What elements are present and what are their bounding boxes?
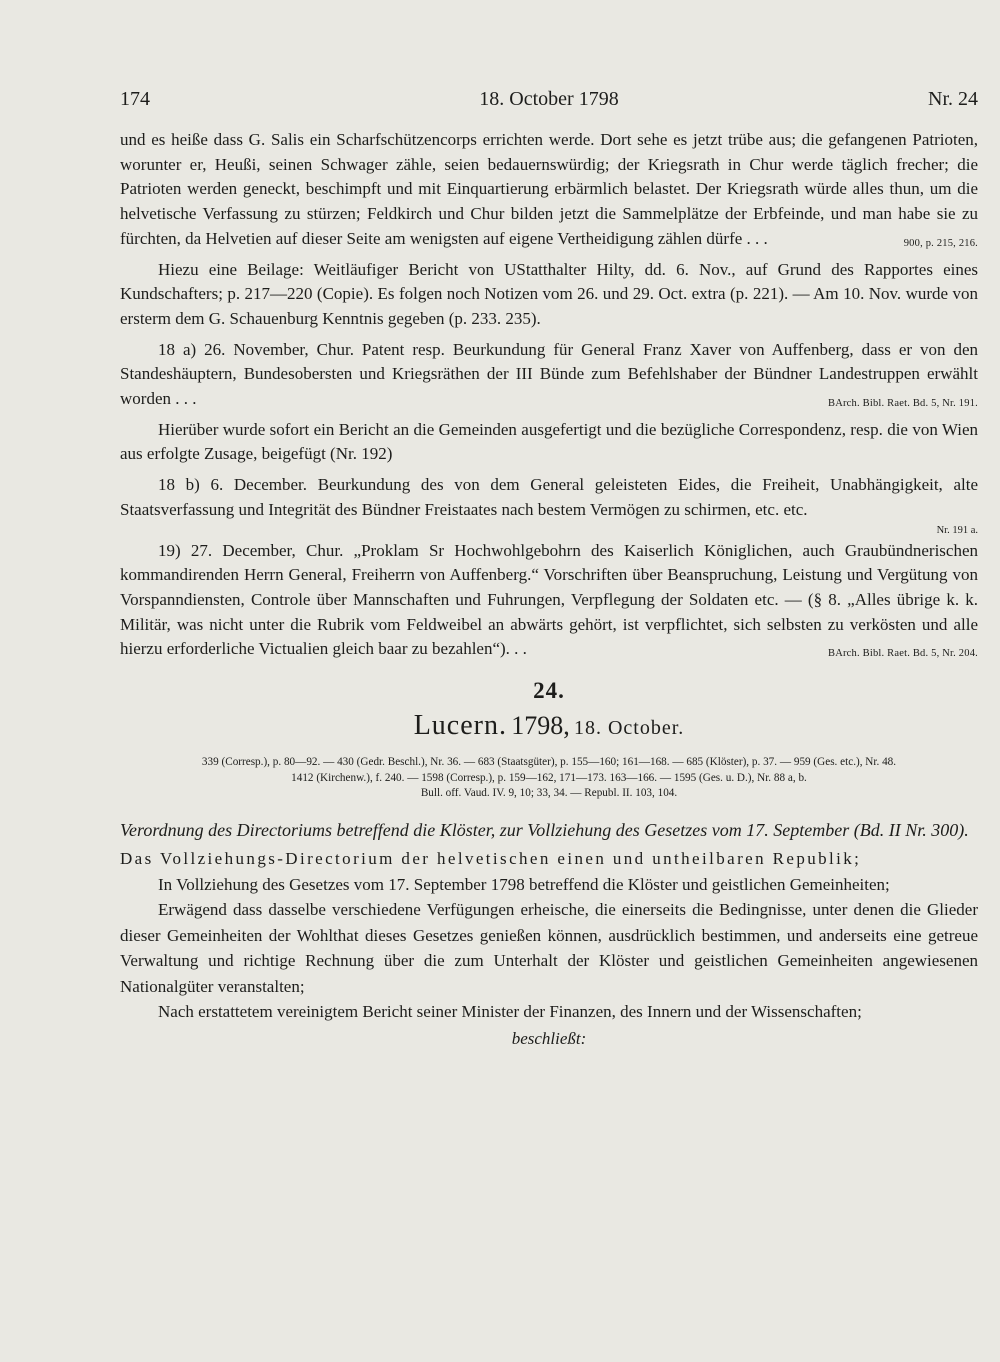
source-reference: BArch. Bibl. Raet. Bd. 5, Nr. 204.: [827, 648, 978, 660]
section-number: 24.: [533, 678, 565, 704]
document-number: Nr. 24: [928, 88, 978, 110]
source-reference: 900, p. 215, 216.: [903, 237, 978, 249]
reference-line: 339 (Corresp.), p. 80—92. — 430 (Gedr. Beschl.), Nr. 36. — 683 (Staatsgüter), p. 155—160; 161—168. — 685 (Klöster), p. 37. — 959 (Ges. etc.), Nr. 48.: [201, 756, 897, 769]
archive-references: [120, 755, 978, 802]
paragraph: Hiezu eine Beilage: Weitläufiger Bericht von UStatthalter Hilty, dd. 6. Nov., auf Grund des Rapportes eines Kundschafters; p. 217—220 (Copie). Es folgen noch Notizen vom 26. und 29. Oct. extra (p. 221). — Am 10. Nov. wurde von ersterm dem G. Schauenburg Kenntnis gegeben (p. 233. 235).: [120, 259, 978, 328]
paragraph: Hierüber wurde sofort ein Bericht an die Gemeinden ausgefertigt und die bezügliche Correspondenz, resp. die von Wien aus erfolgte Zusage, beigefügt (Nr. 192): [120, 419, 978, 464]
section-year: 1798,: [511, 711, 570, 741]
source-reference: Nr. 191 a.: [936, 524, 978, 536]
section-place: Lucern.: [413, 710, 507, 742]
reference-line: Bull. off. Vaud. IV. 9, 10; 33, 34. — Republ. II. 103, 104.: [420, 787, 678, 800]
decree-title: Verordnung des Directoriums betreffend die Klöster, zur Vollziehung des Gesetzes vom 17. September (Bd. II Nr. 300).: [120, 819, 969, 840]
decree-clause: Erwägend dass dasselbe verschiedene Verfügungen erheische, die einerseits die Bedingnisse, unter denen die Glieder dieser Gemeinheiten der Wohlthat dieses Gesetzes genießen können, ausdrücklich bestimmen, und anderseits eine getreue Verwaltung und richtige Rechnung über die zum Unterhalt der Klöster und geistlichen Gemeinheiten angewiesenen Nationalgüter veranstalten;: [120, 900, 978, 996]
page-number: 174: [120, 88, 150, 110]
paragraph: [120, 338, 978, 412]
running-date: 18. October 1798: [479, 88, 619, 110]
decree-preamble: Das Vollziehungs-Directorium der helvetischen einen und untheilbaren Republik;: [120, 849, 862, 869]
paragraph: [120, 128, 978, 252]
paragraph: [120, 539, 978, 663]
decree-clause: In Vollziehung des Gesetzes vom 17. September 1798 betreffend die Klöster und geistlichen Gemeinheiten;: [158, 874, 890, 894]
paragraph-text: 19) 27. December, Chur. „Proklam Sr Hochwohlgebohrn des Kaiserlich Königlichen, auch Graubündnerischen kommandirenden Herrn General, Freiherrn von Auffenberg.“ Vorschriften über Beanspruchung, Leistung und Vergütung von Vorspanndiensten, Controle über Mannschaften und Fuhrungen, Verpflegung der Soldaten etc. — (§ 8. „Alles übrige k. k. Militär, was nicht unter die Rubrik vom Feldweibel an abwärts gehört, ist verpflichtet, sich selbsten zu verkösten und alle hierzu erforderliche Victualien gleich baar zu bezahlen“). . .: [120, 540, 978, 659]
paragraph-text: und es heiße dass G. Salis ein Scharfschützencorps errichten werde. Dort sehe es jetzt trübe aus; die gefangenen Patrioten, worunter er, Heußi, seinen Schwager zähle, seien bedauernswürdig; der Kriegsrath in Chur werde täglich frecher; die Patrioten werden geneckt, beschimpft und mit Einquartierung erbärmlich belastet. Der Kriegsrath würde alles thun, um die helvetische Verfassung zu stürzen; Feldkirch und Chur bilden jetzt die Sammelplätze der Erbfeinde, und man habe sie zu fürchten, da Helvetien auf dieser Seite am wenigsten auf eigene Vertheidigung zählen dürfe . . .: [120, 130, 978, 248]
paragraph: 18 b) 6. December. Beurkundung des von dem General geleisteten Eides, die Freiheit, Unabhängigkeit, alte Staatsverfassung und Integrität des Bündner Freistaates nach bestem Vermögen zu schirmen, etc. etc.: [120, 475, 978, 519]
paragraph-text: 18 a) 26. November, Chur. Patent resp. Beurkundung für General Franz Xaver von Auffenberg, dass er von den Standeshäuptern, Bundesobersten und Kriegsräthen der III Bünde zum Befehlshaber der Bündner Landestruppen erwählt worden . . .: [120, 339, 978, 409]
decree-closing: beschließt:: [511, 1028, 587, 1048]
page-header: [120, 88, 978, 118]
reference-line: 1412 (Kirchenw.), f. 240. — 1598 (Corresp.), p. 159—162, 171—173. 163—166. — 1595 (Ges. u. D.), Nr. 88 a, b.: [291, 771, 807, 784]
section-heading: [120, 708, 978, 747]
decree-clause: Nach erstattetem vereinigtem Bericht seiner Minister der Finanzen, des Innern und der Wissenschaften;: [158, 1002, 862, 1022]
page-body: [120, 128, 978, 1051]
source-reference: BArch. Bibl. Raet. Bd. 5, Nr. 191.: [827, 398, 978, 410]
section-day: 18. October.: [573, 717, 685, 740]
